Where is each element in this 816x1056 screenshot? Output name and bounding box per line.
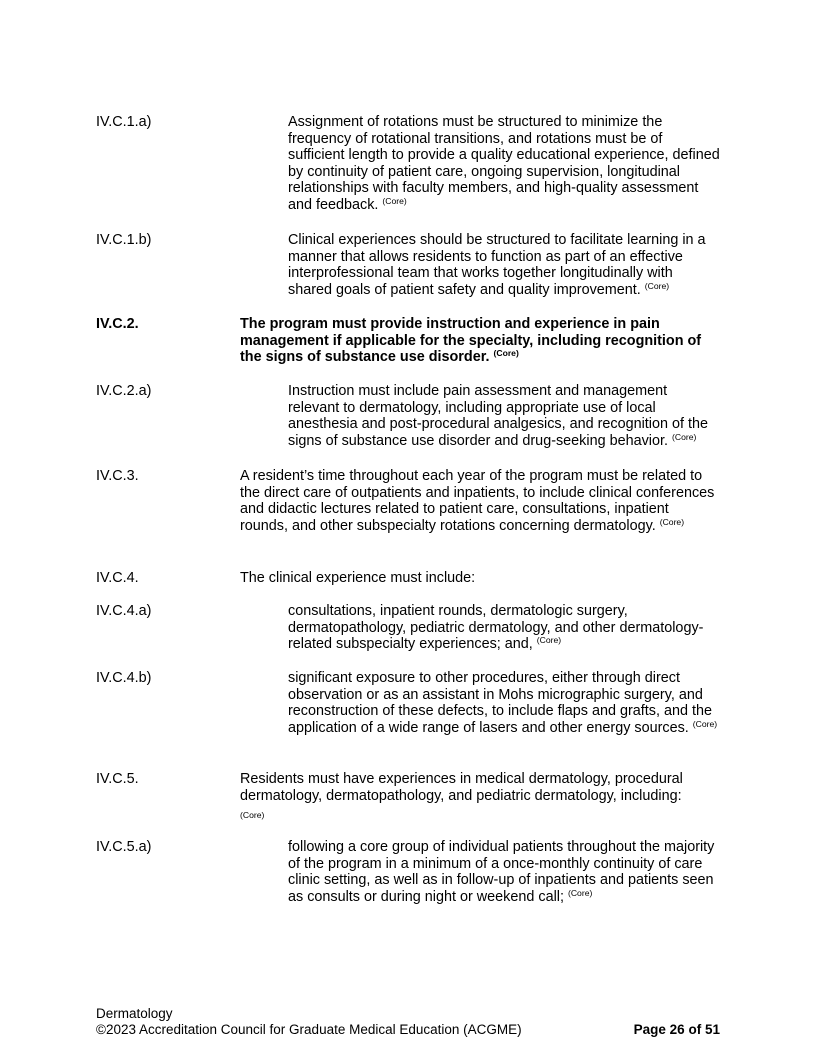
- section-text: Assignment of rotations must be structured to minimize the frequency of rotational transitions, and rotations must be of sufficient length to provide a quality educational experience, defined by continuity of patient care, ongoing supervision, longitudinal relationships with faculty members, and high-quality assessment and feedback. $^{(Core)}$: [288, 114, 720, 213]
- section-text: significant exposure to other procedures, either through direct observation or as an assistant in Mohs micrographic surgery, and reconstruction of these defects, to include flaps and grafts, and the application of a wide range of lasers and other energy sources. $^{(Core)}$: [288, 670, 718, 736]
- section-number: IV.C.2.: [96, 316, 139, 332]
- section-text: Residents must have experiences in medical dermatology, procedural dermatology, dermatopathology, and pediatric dermatology, including: (Core): [240, 771, 683, 820]
- page-label: Page: [633, 1021, 666, 1037]
- core-tag: (Core): [240, 810, 265, 820]
- core-tag: (Core): [659, 516, 685, 527]
- core-tag: (Core): [644, 280, 670, 291]
- section-text: following a core group of individual patients throughout the majority of the program in a minimum of a once-monthly continuity of care clinic setting, as well as in follow-up of inpatients and patients seen as consults or during night or weekend call; $^{(Core)}$: [288, 839, 715, 905]
- section-text: consultations, inpatient rounds, dermatologic surgery, dermatopathology, pediatric dermatology, and other dermatology-related subspecialty experiences; and, $^{(Core)}$: [288, 603, 704, 652]
- section-text: Clinical experiences should be structured to facilitate learning in a manner that allows residents to function as part of an effective interprofessional team that works together longitudinally with shared goals of patient safety and quality improvement. $^{(Core)}$: [288, 232, 706, 298]
- section-text: Instruction must include pain assessment and management relevant to dermatology, including appropriate use of local anesthesia and post-procedural analgesics, and recognition of the signs of substance use disorder and drug-seeking behavior. $^{(Core)}$: [288, 383, 709, 449]
- section-number: IV.C.1.b): [96, 232, 152, 248]
- core-tag: (Core): [692, 718, 718, 729]
- section-number: IV.C.3.: [96, 468, 139, 484]
- section-text: The clinical experience must include:: [240, 570, 476, 586]
- page-current: 26: [669, 1021, 685, 1037]
- section-number: IV.C.4.a): [96, 603, 152, 619]
- core-tag: (Core): [536, 635, 562, 645]
- section-number: IV.C.5.: [96, 771, 139, 787]
- core-tag: (Core): [493, 348, 519, 358]
- footer-specialty: Dermatology: [96, 1006, 173, 1021]
- footer-copyright: ©2023 Accreditation Council for Graduate Medical Education (ACGME): [96, 1021, 522, 1037]
- section-text: A resident’s time throughout each year of the program must be related to the direct care of outpatients and inpatients, to include clinical conferences and didactic lectures related to patient care, consultations, inpatient rounds, and other subspecialty rotations concerning dermatology. $^{(Core)}$: [240, 468, 715, 534]
- section-number: IV.C.1.a): [96, 114, 152, 130]
- section-number: IV.C.4.: [96, 570, 139, 586]
- page-of: of: [688, 1021, 702, 1037]
- section-text: The program must provide instruction and experience in pain management if applicable for the specialty, including recognition of the signs of substance use disorder. $^{(Core)}$: [240, 316, 702, 365]
- page-footer: [96, 1006, 720, 1037]
- core-tag: (Core): [672, 431, 697, 442]
- section-number: IV.C.2.a): [96, 383, 152, 399]
- page-number: [634, 1022, 720, 1038]
- page-total: 51: [704, 1021, 720, 1037]
- core-tag: (Core): [567, 887, 593, 898]
- section-number: IV.C.4.b): [96, 670, 152, 686]
- core-tag: (Core): [382, 195, 407, 206]
- section-number: IV.C.5.a): [96, 839, 152, 855]
